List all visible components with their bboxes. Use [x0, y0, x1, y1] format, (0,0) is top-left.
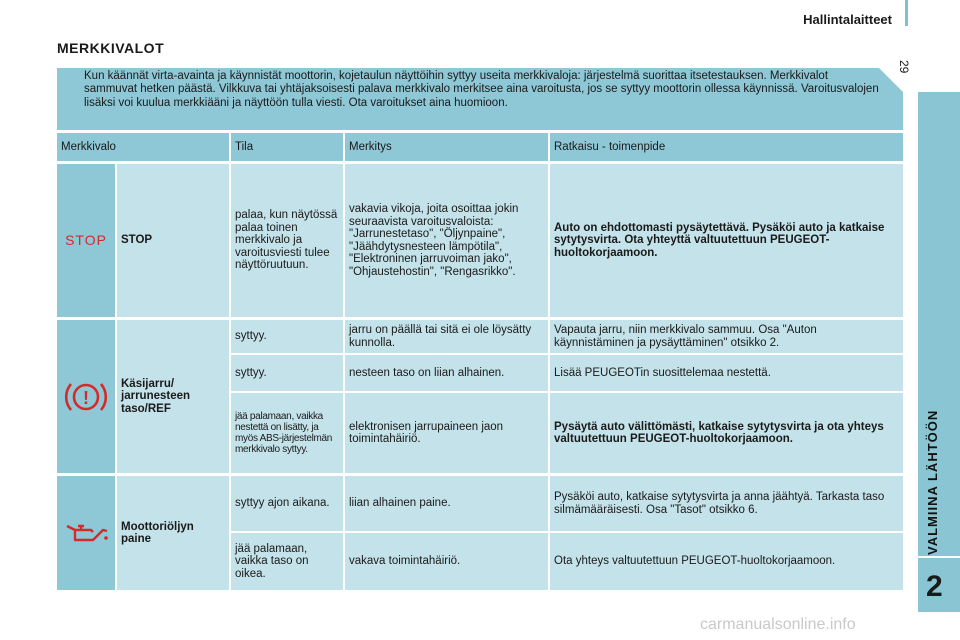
- table-cell-merkitys: liian alhainen paine.: [345, 476, 548, 531]
- chapter-tab-label: VALMIINA LÄHTÖÖN: [925, 409, 940, 555]
- table-cell-ratkaisu: Ota yhteys valtuutettuun PEUGEOT-huoltokorjaamoon.: [550, 533, 903, 590]
- column-header-merkkivalo: Merkkivalo: [57, 133, 229, 161]
- warning-light-name: Käsijarru/ jarrunesteen taso/REF: [117, 320, 229, 473]
- table-cell-merkitys: vakavia vikoja, joita osoittaa jokin seuraavista varoitusvaloista: "Jarrunestetaso", "Öljynpaine", "Jäähdytysnesteen lämpötila", "Elektroninen jarruvoiman jako", "Ohjaustehostin", "Rengasrikko".: [345, 164, 548, 317]
- table-cell-ratkaisu: Auto on ehdottomasti pysäytettävä. Pysäköi auto ja katkaise sytytysvirta. Ota yhteyttä valtuutettuun PEUGEOT-huoltokorjaamoon.: [550, 164, 903, 317]
- stop-icon-cell: [57, 164, 115, 317]
- page-number: 29: [897, 60, 911, 74]
- brake-warning-icon: [63, 377, 109, 417]
- table-cell-tila: palaa, kun näytössä palaa toinen merkkivalo ja varoitusviesti tulee näyttöruutuun.: [231, 164, 343, 317]
- table-cell-tila: jää palamaan, vaikka taso on oikea.: [231, 533, 343, 590]
- warning-light-name: Moottoriöljyn paine: [117, 476, 229, 590]
- stop-icon: STOP: [65, 232, 107, 249]
- column-header-ratkaisu: Ratkaisu - toimenpide: [550, 133, 903, 161]
- page-title: MERKKIVALOT: [57, 40, 165, 56]
- table-cell-tila: syttyy.: [231, 355, 343, 391]
- table-cell-tila: syttyy.: [231, 320, 343, 353]
- table-cell-ratkaisu: Pysäköi auto, katkaise sytytysvirta ja anna jäähtyä. Tarkasta taso silmämääräisesti. Osa "Tasot" otsikko 6.: [550, 476, 903, 531]
- table-cell-merkitys: nesteen taso on liian alhainen.: [345, 355, 548, 391]
- brake-icon-cell: [57, 320, 115, 473]
- table-cell-tila: jää palamaan, vaikka nestettä on lisätty, ja myös ABS-järjestelmän merkkivalo syttyy.: [231, 393, 343, 473]
- table-cell-merkitys: vakava toimintahäiriö.: [345, 533, 548, 590]
- table-cell-merkitys: elektronisen jarrupaineen jaon toimintahäiriö.: [345, 393, 548, 473]
- watermark: carmanualsonline.info: [700, 616, 856, 633]
- chapter-tab-divider: [918, 556, 960, 558]
- column-header-tila: Tila: [231, 133, 343, 161]
- table-cell-ratkaisu: Pysäytä auto välittömästi, katkaise sytytysvirta ja ota yhteys valtuutettuun PEUGEOT-huoltokorjaamoon.: [550, 393, 903, 473]
- brake-icon-glyph: !: [83, 387, 89, 408]
- column-header-merkitys: Merkitys: [345, 133, 548, 161]
- section-header: Hallintalaitteet: [803, 12, 892, 27]
- table-cell-tila: syttyy ajon aikana.: [231, 476, 343, 531]
- header-divider: [905, 0, 908, 26]
- warning-lights-table: [57, 133, 903, 590]
- table-cell-merkitys: jarru on päällä tai sitä ei ole löysätty kunnolla.: [345, 320, 548, 353]
- chapter-number: 2: [926, 570, 943, 603]
- table-cell-ratkaisu: Vapauta jarru, niin merkkivalo sammuu. Osa "Auton käynnistäminen ja pysäyttäminen" otsikko 2.: [550, 320, 903, 353]
- warning-light-name: STOP: [117, 164, 229, 317]
- table-cell-ratkaisu: Lisää PEUGEOTin suosittelemaa nestettä.: [550, 355, 903, 391]
- intro-text: Kun käännät virta-avainta ja käynnistät moottorin, kojetaulun näyttöihin syttyy useita merkkivaloja: järjestelmä suorittaa itsetestauksen. Merkkivalot sammuvat hetken päästä. Vilkkuva tai yhtäjaksoisesti palava merkkivalo merkitsee aina varoitusta, jos se syttyy moottorin ollessa käynnissä. Varoitusvalojen lisäksi voi kuulua merkkiääni ja näyttöön tulla viesti. Ota varoitukset aina huomioon.: [84, 70, 879, 109]
- oil-icon-cell: [57, 476, 115, 590]
- oil-can-icon: [63, 520, 109, 546]
